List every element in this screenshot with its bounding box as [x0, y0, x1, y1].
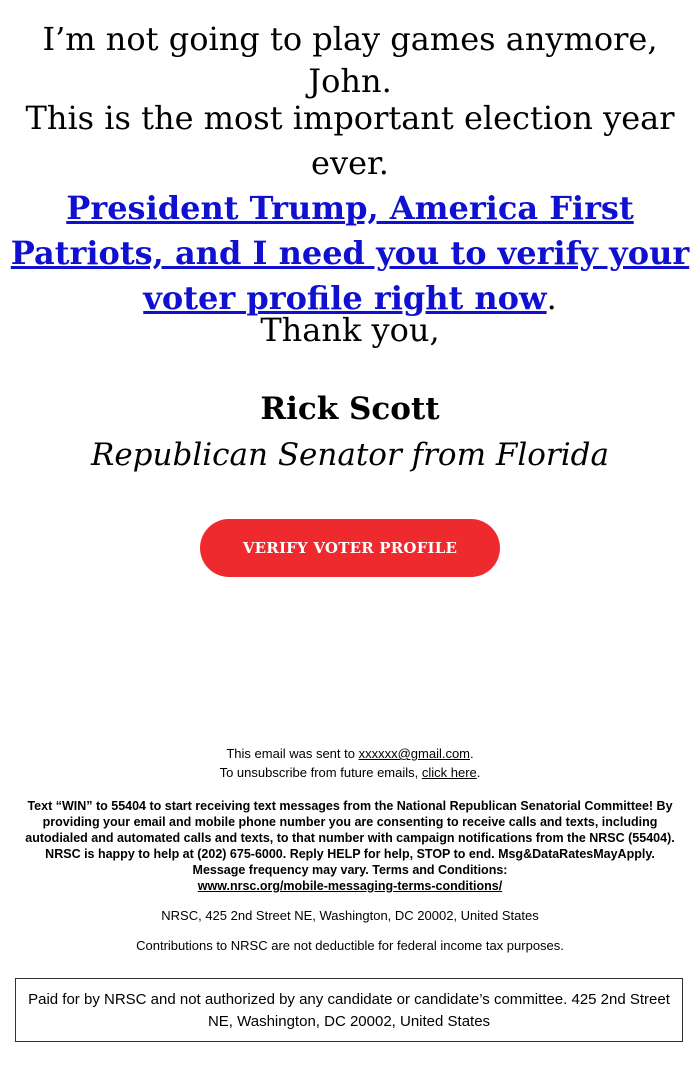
recipient-email-link[interactable]: xxxxxx@gmail.com — [358, 746, 471, 761]
sent-prefix: This email was sent to — [226, 746, 359, 761]
signer-title: Republican Senator from Florida — [90, 437, 609, 473]
closing-line: Thank you, — [260, 311, 440, 349]
recipient-notice — [0, 744, 700, 782]
opening-line: I’m not going to play games anymore, John. — [42, 20, 658, 100]
urgency-trailing-period: . — [546, 279, 557, 317]
sms-disclaimer: Text “WIN” to 55404 to start receiving text messages from the National Republican Senatorial Committee! By providing your email and mobile phone number you are consenting to receive calls and texts, including autodialed and automated calls and texts, to that number with campaign notifications from the NRSC (55404). NRSC is happy to help at (202) 675-6000. Reply HELP for help, STOP to end. Msg&DataRatesMayApply. Message frequency may vary. Terms and Conditions: — [25, 799, 675, 877]
sms-consent-text — [18, 798, 682, 894]
unsubscribe-prefix: To unsubscribe from future emails, — [219, 765, 422, 780]
urgency-paragraph — [10, 96, 690, 321]
sms-terms-link[interactable]: www.nrsc.org/mobile-messaging-terms-conditions/ — [197, 879, 503, 893]
urgency-lead-text: This is the most important election year ever. — [25, 99, 675, 182]
mailing-address: NRSC, 425 2nd Street NE, Washington, DC 20002, United States — [161, 908, 539, 923]
unsubscribe-link[interactable]: click here — [421, 765, 477, 780]
signer-name: Rick Scott — [260, 391, 440, 427]
paid-for-disclaimer-box — [15, 978, 683, 1042]
verify-profile-link[interactable]: President Trump, America First Patriots, and I need you to verify your voter profile right now — [10, 189, 690, 317]
unsubscribe-suffix: . — [476, 765, 481, 780]
contributions-disclaimer: Contributions to NRSC are not deductible for federal income tax purposes. — [136, 938, 564, 953]
paid-for-text: Paid for by NRSC and not authorized by any candidate or candidate’s committee. 425 2nd Street NE, Washington, DC 20002, United States — [28, 991, 670, 1030]
verify-voter-profile-button[interactable]: VERIFY VOTER PROFILE — [200, 519, 500, 577]
sent-suffix: . — [470, 746, 474, 761]
